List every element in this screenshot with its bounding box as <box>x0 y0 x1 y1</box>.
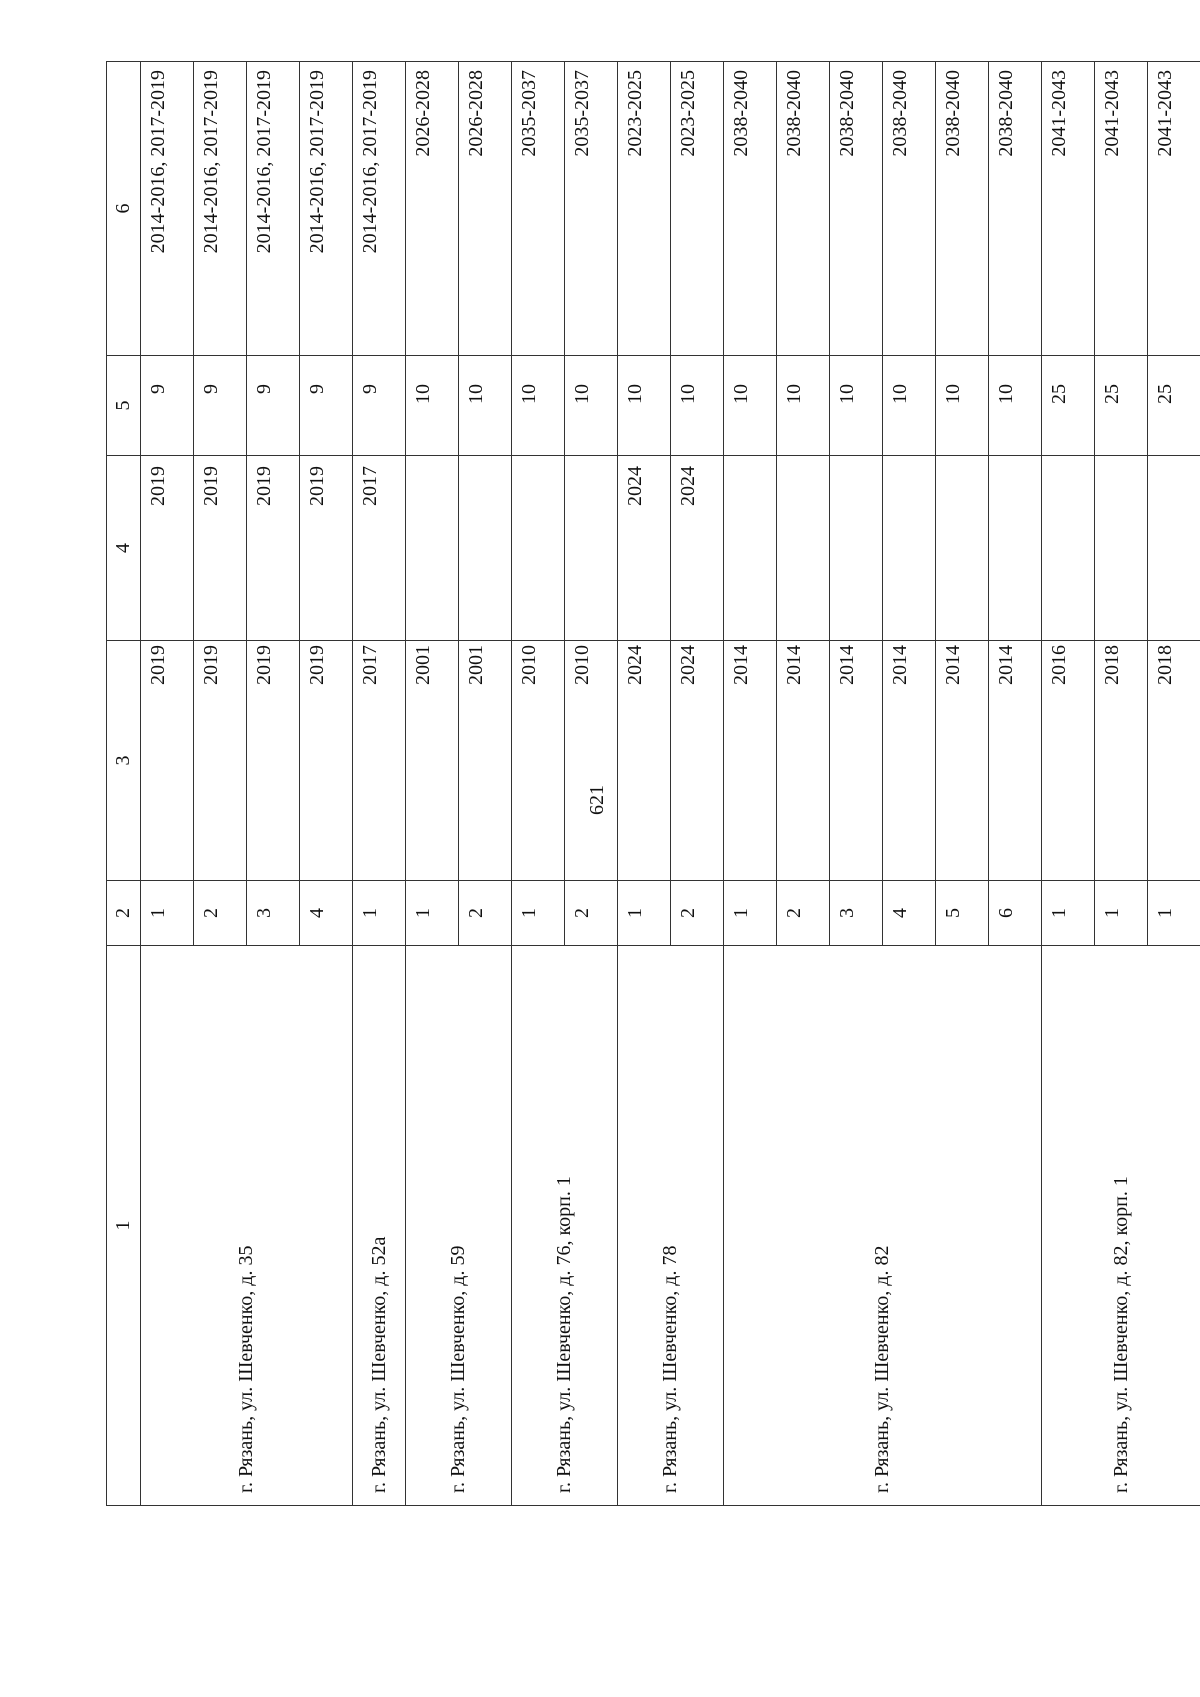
header-row <box>107 62 141 1506</box>
cell-c2: 4 <box>883 881 936 946</box>
cell-c3: 2001 <box>459 641 512 881</box>
cell-c3: 2017 <box>353 641 406 881</box>
cell-c4: 2017 <box>353 456 406 641</box>
cell-c6: 2041-2043 <box>1042 62 1095 356</box>
cell-c2: 1 <box>1042 881 1095 946</box>
cell-c3: 2014 <box>724 641 777 881</box>
address-cell: г. Рязань, ул. Шевченко, д. 82, корп. 1 <box>1042 946 1200 1506</box>
cell-c6: 2026-2028 <box>406 62 459 356</box>
cell-c5: 9 <box>247 356 300 456</box>
header-col-6: 6 <box>107 62 141 356</box>
cell-c2: 1 <box>1148 881 1200 946</box>
cell-c3: 2024 <box>671 641 724 881</box>
cell-c6: 2038-2040 <box>936 62 989 356</box>
cell-c5: 25 <box>1095 356 1148 456</box>
cell-c2: 1 <box>724 881 777 946</box>
cell-c5: 10 <box>512 356 565 456</box>
header-col-2: 2 <box>107 881 141 946</box>
cell-c5: 10 <box>406 356 459 456</box>
cell-c4 <box>459 456 512 641</box>
cell-c6: 2038-2040 <box>883 62 936 356</box>
cell-c5: 9 <box>141 356 194 456</box>
address-cell: г. Рязань, ул. Шевченко, д. 35 <box>141 946 353 1506</box>
cell-c6: 2023-2025 <box>671 62 724 356</box>
schedule-table-container <box>106 62 1176 1506</box>
cell-c6: 2014-2016, 2017-2019 <box>353 62 406 356</box>
cell-c4 <box>830 456 883 641</box>
cell-c2: 2 <box>459 881 512 946</box>
cell-c3: 2018 <box>1148 641 1200 881</box>
cell-c5: 10 <box>618 356 671 456</box>
cell-c4: 2019 <box>194 456 247 641</box>
page-number: 621 <box>586 785 608 815</box>
cell-c4 <box>406 456 459 641</box>
schedule-table <box>106 61 1200 1506</box>
cell-c5: 9 <box>194 356 247 456</box>
cell-c2: 2 <box>565 881 618 946</box>
address-cell: г. Рязань, ул. Шевченко, д. 82 <box>724 946 1042 1506</box>
cell-c6: 2038-2040 <box>777 62 830 356</box>
cell-c4: 2019 <box>141 456 194 641</box>
header-col-4: 4 <box>107 456 141 641</box>
cell-c2: 6 <box>989 881 1042 946</box>
cell-c3: 2014 <box>989 641 1042 881</box>
cell-c2: 2 <box>777 881 830 946</box>
cell-c2: 2 <box>194 881 247 946</box>
table-row <box>141 62 194 1506</box>
cell-c2: 5 <box>936 881 989 946</box>
cell-c3: 2019 <box>247 641 300 881</box>
header-col-5: 5 <box>107 356 141 456</box>
cell-c4: 2024 <box>618 456 671 641</box>
cell-c6: 2041-2043 <box>1095 62 1148 356</box>
cell-c2: 1 <box>618 881 671 946</box>
cell-c3: 2014 <box>830 641 883 881</box>
cell-c2: 1 <box>1095 881 1148 946</box>
cell-c3: 2014 <box>777 641 830 881</box>
header-col-3: 3 <box>107 641 141 881</box>
cell-c5: 10 <box>459 356 512 456</box>
cell-c5: 9 <box>300 356 353 456</box>
cell-c4: 2024 <box>671 456 724 641</box>
address-cell: г. Рязань, ул. Шевченко, д. 59 <box>406 946 512 1506</box>
cell-c3: 2014 <box>883 641 936 881</box>
cell-c6: 2041-2043 <box>1148 62 1200 356</box>
cell-c3: 2010 <box>565 641 618 881</box>
cell-c3: 2014 <box>936 641 989 881</box>
cell-c4: 2019 <box>300 456 353 641</box>
cell-c6: 2038-2040 <box>989 62 1042 356</box>
cell-c4 <box>936 456 989 641</box>
table-row <box>406 62 459 1506</box>
cell-c6: 2014-2016, 2017-2019 <box>247 62 300 356</box>
cell-c4 <box>1148 456 1200 641</box>
cell-c6: 2026-2028 <box>459 62 512 356</box>
table-row <box>1042 62 1095 1506</box>
cell-c5: 10 <box>565 356 618 456</box>
cell-c4 <box>989 456 1042 641</box>
cell-c3: 2019 <box>141 641 194 881</box>
cell-c6: 2035-2037 <box>565 62 618 356</box>
cell-c5: 10 <box>777 356 830 456</box>
cell-c5: 10 <box>671 356 724 456</box>
table-row <box>353 62 406 1506</box>
cell-c3: 2019 <box>194 641 247 881</box>
address-cell: г. Рязань, ул. Шевченко, д. 78 <box>618 946 724 1506</box>
cell-c6: 2014-2016, 2017-2019 <box>300 62 353 356</box>
cell-c2: 3 <box>247 881 300 946</box>
cell-c5: 10 <box>830 356 883 456</box>
cell-c4: 2019 <box>247 456 300 641</box>
cell-c3: 2024 <box>618 641 671 881</box>
cell-c3: 2001 <box>406 641 459 881</box>
cell-c2: 1 <box>512 881 565 946</box>
cell-c3: 2019 <box>300 641 353 881</box>
table-row <box>724 62 777 1506</box>
cell-c2: 4 <box>300 881 353 946</box>
cell-c4 <box>565 456 618 641</box>
cell-c3: 2010 <box>512 641 565 881</box>
cell-c6: 2014-2016, 2017-2019 <box>194 62 247 356</box>
cell-c6: 2035-2037 <box>512 62 565 356</box>
cell-c6: 2014-2016, 2017-2019 <box>141 62 194 356</box>
table-row <box>618 62 671 1506</box>
cell-c5: 25 <box>1042 356 1095 456</box>
cell-c5: 25 <box>1148 356 1200 456</box>
cell-c3: 2018 <box>1095 641 1148 881</box>
cell-c3: 2016 <box>1042 641 1095 881</box>
header-col-1: 1 <box>107 946 141 1506</box>
cell-c5: 10 <box>936 356 989 456</box>
cell-c4 <box>512 456 565 641</box>
cell-c5: 10 <box>989 356 1042 456</box>
cell-c2: 3 <box>830 881 883 946</box>
cell-c5: 10 <box>883 356 936 456</box>
cell-c2: 1 <box>353 881 406 946</box>
cell-c2: 1 <box>406 881 459 946</box>
cell-c5: 9 <box>353 356 406 456</box>
cell-c6: 2023-2025 <box>618 62 671 356</box>
table-body <box>141 62 1200 1506</box>
cell-c2: 2 <box>671 881 724 946</box>
table-row <box>512 62 565 1506</box>
cell-c4 <box>1042 456 1095 641</box>
cell-c4 <box>724 456 777 641</box>
cell-c4 <box>883 456 936 641</box>
cell-c4 <box>777 456 830 641</box>
cell-c2: 1 <box>141 881 194 946</box>
address-cell: г. Рязань, ул. Шевченко, д. 76, корп. 1 <box>512 946 618 1506</box>
cell-c4 <box>1095 456 1148 641</box>
cell-c6: 2038-2040 <box>724 62 777 356</box>
address-cell: г. Рязань, ул. Шевченко, д. 52а <box>353 946 406 1506</box>
cell-c6: 2038-2040 <box>830 62 883 356</box>
cell-c5: 10 <box>724 356 777 456</box>
